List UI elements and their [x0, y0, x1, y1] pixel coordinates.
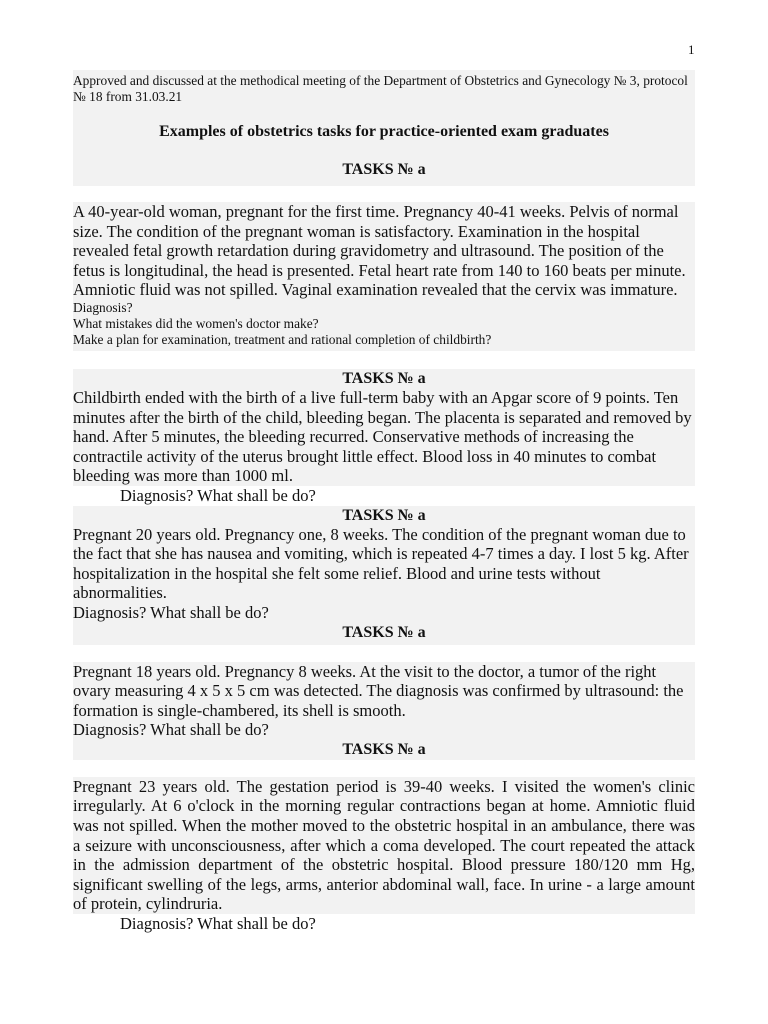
document-content: [73, 70, 695, 934]
task-1-heading: TASKS № a: [342, 161, 426, 178]
task-1-question-1: Diagnosis?: [73, 299, 133, 315]
task-2-question: Diagnosis? What shall be do?: [120, 485, 316, 505]
task-3-heading: TASKS № a: [342, 506, 426, 524]
task-3-question: Diagnosis? What shall be do?: [73, 602, 269, 622]
task-5-heading: TASKS № a: [342, 740, 426, 758]
task-4-heading: TASKS № a: [342, 623, 426, 641]
task-1-question-2: What mistakes did the women's doctor make?: [73, 315, 319, 331]
task-1: [73, 202, 695, 351]
page-number: 1: [688, 42, 695, 57]
task-1-text: A 40-year-old woman, pregnant for the first time. Pregnancy 40-41 weeks. Pelvis of normal size. The condition of the pregnant woman is satisfactory. Examination in the hospital revealed fetal growth retardation during gravidometry and ultrasound. The position of the fetus is longitudinal, the head is presented. Fetal heart rate from 140 to 160 beats per minute. Amniotic fluid was not spilled. Vaginal examination revealed that the cervix was immature.: [73, 202, 686, 300]
approval-note: Approved and discussed at the methodical meeting of the Department of Obstetrics and Gynecology № 3, protocol № 18 from 31.03.21: [73, 70, 695, 108]
task-5-text: Pregnant 23 years old. The gestation period is 39-40 weeks. I visited the women's clinic irregularly. At 6 o'clock in the morning regular contractions began at home. Amniotic fluid was not spilled. When the mother moved to the obstetric hospital in an ambulance, there was a seizure with unconsciousness, after which a coma developed. The court repeated the attack in the admission department of the obstetric hospital. Blood pressure 180/120 mm Hg, significant swelling of the legs, arms, anterior abdominal wall, face. In urine - a large amount of protein, cylindruria.: [73, 776, 695, 914]
task-4-text: Pregnant 18 years old. Pregnancy 8 weeks. At the visit to the doctor, a tumor of the right ovary measuring 4 x 5 x 5 cm was detected. The diagnosis was confirmed by ultrasound: the formation is single-chambered, its shell is smooth.: [73, 661, 684, 720]
title-block: [73, 108, 695, 186]
task-5: [73, 777, 695, 914]
task-3: [73, 506, 695, 645]
task-2: [73, 369, 695, 486]
task-2-text: Childbirth ended with the birth of a live full-term baby with an Apgar score of 9 points. Ten minutes after the birth of the child, bleeding began. The placenta is separated and removed by hand. After 5 minutes, the bleeding recurred. Conservative methods of increasing the contractile activity of the uterus brought little effect. Blood loss in 40 minutes to combat bleeding was more than 1000 ml.: [73, 387, 692, 486]
task-1-question-3: Make a plan for examination, treatment and rational completion of childbirth?: [73, 331, 492, 347]
task-2-heading: TASKS № a: [342, 369, 426, 387]
task-4: [73, 662, 695, 760]
task-3-text: Pregnant 20 years old. Pregnancy one, 8 weeks. The condition of the pregnant woman due to the fact that she has nausea and vomiting, which is repeated 4-7 times a day. I lost 5 kg. After hospitalization in the hospital she felt some relief. Blood and urine tests without abnormalities.: [73, 524, 689, 603]
task-5-question: Diagnosis? What shall be do?: [120, 914, 316, 934]
document-title: Examples of obstetrics tasks for practice-oriented exam graduates: [159, 123, 609, 140]
task-4-question: Diagnosis? What shall be do?: [73, 720, 269, 740]
